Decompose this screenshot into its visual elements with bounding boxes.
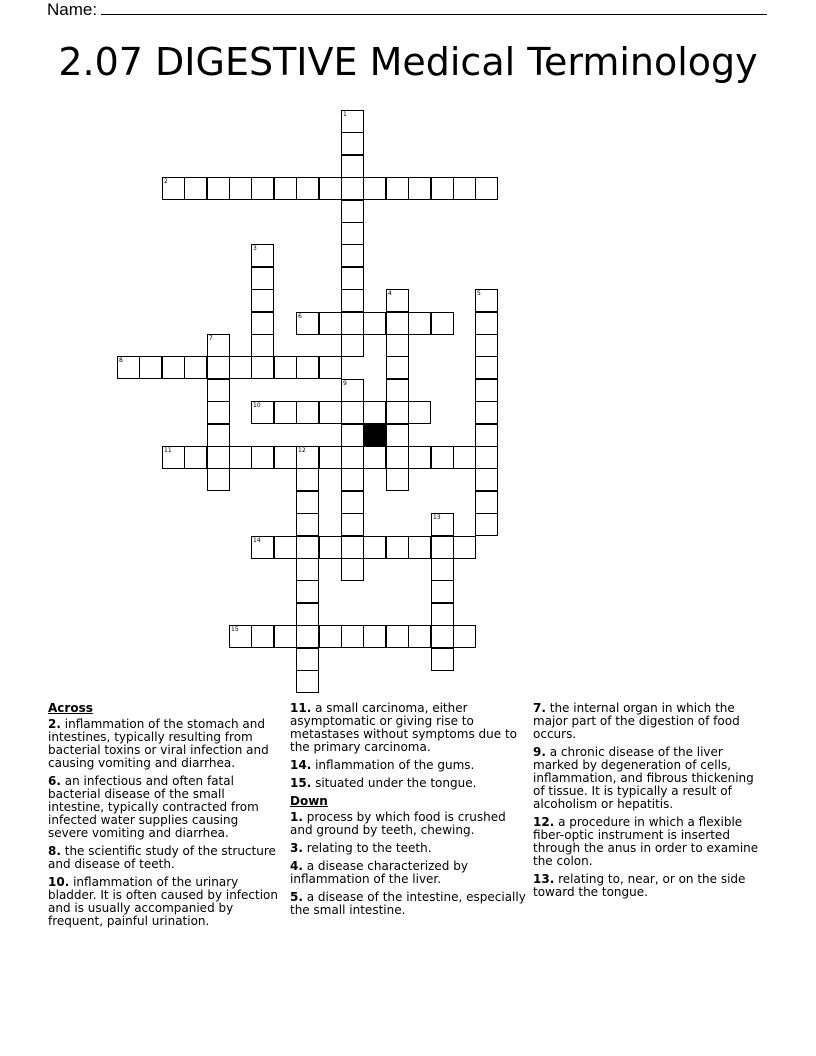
grid-cell[interactable] <box>162 446 185 469</box>
name-label: Name: <box>47 0 98 19</box>
grid-cell[interactable] <box>431 625 454 648</box>
grid-cell[interactable] <box>207 401 230 424</box>
grid-cell[interactable] <box>229 446 252 469</box>
grid-cell[interactable] <box>475 513 498 536</box>
grid-cell[interactable] <box>475 401 498 424</box>
grid-cell[interactable] <box>408 401 431 424</box>
clue-number: 9 <box>343 380 347 387</box>
grid-cell[interactable] <box>296 648 319 671</box>
grid-cell[interactable] <box>431 536 454 559</box>
down-clue-5: 5. a disease of the intestine, especially the small intestine. <box>290 890 526 917</box>
down-clue-1: 1. process by which food is crushed and ground by teeth, chewing. <box>290 810 506 837</box>
grid-cell[interactable] <box>341 468 364 491</box>
grid-cell[interactable] <box>341 110 364 133</box>
grid-cell[interactable] <box>363 446 386 469</box>
across-clue-8: 8. the scientific study of the structure and disease of teeth. <box>48 844 276 871</box>
grid-cell[interactable] <box>341 267 364 290</box>
grid-cell[interactable] <box>296 513 319 536</box>
grid-cell[interactable] <box>431 446 454 469</box>
grid-cell[interactable] <box>341 312 364 335</box>
clue-number: 2 <box>164 178 168 185</box>
grid-cell[interactable] <box>319 356 342 379</box>
grid-cell[interactable] <box>251 356 274 379</box>
grid-cell[interactable] <box>475 334 498 357</box>
grid-cell[interactable] <box>363 625 386 648</box>
grid-cell[interactable] <box>207 334 230 357</box>
grid-cell[interactable] <box>296 670 319 693</box>
clue-number: 14 <box>253 537 261 544</box>
grid-cell[interactable] <box>251 536 274 559</box>
grid-cell[interactable] <box>341 177 364 200</box>
grid-cell[interactable] <box>453 536 476 559</box>
grid-cell[interactable] <box>386 312 409 335</box>
across-clue-14: 14. inflammation of the gums. <box>290 758 475 772</box>
grid-cell[interactable] <box>408 312 431 335</box>
grid-cell[interactable] <box>475 356 498 379</box>
grid-cell[interactable] <box>431 558 454 581</box>
grid-cell[interactable] <box>296 468 319 491</box>
grid-cell[interactable] <box>408 177 431 200</box>
grid-cell[interactable] <box>341 401 364 424</box>
grid-cell[interactable] <box>319 625 342 648</box>
grid-cell[interactable] <box>341 155 364 178</box>
grid-cell[interactable] <box>207 446 230 469</box>
grid-cell[interactable] <box>431 648 454 671</box>
down-clue-13: 13. relating to, near, or on the side toward the tongue. <box>533 872 746 899</box>
grid-cell[interactable] <box>453 446 476 469</box>
across-clue-2: 2. inflammation of the stomach and intestines, typically resulting from bacterial toxins or viral infection and causing vomiting and diarrhea. <box>48 717 269 770</box>
grid-cell[interactable] <box>296 491 319 514</box>
grid-cell[interactable] <box>386 536 409 559</box>
across-clue-11: 11. a small carcinoma, either asymptomatic or giving rise to metastases without symptoms due to the primary carcinoma. <box>290 701 517 754</box>
grid-cell[interactable] <box>363 536 386 559</box>
grid-cell[interactable] <box>431 603 454 626</box>
grid-cell[interactable] <box>341 200 364 223</box>
grid-cell[interactable] <box>296 356 319 379</box>
clue-number: 11 <box>164 447 172 454</box>
across-clue-6: 6. an infectious and often fatal bacterial disease of the small intestine, typically contracted from infected water supplies causing severe vomiting and diarrhea. <box>48 774 259 840</box>
grid-cell[interactable] <box>296 401 319 424</box>
grid-cell[interactable] <box>386 625 409 648</box>
grid-cell[interactable] <box>296 603 319 626</box>
grid-cell[interactable] <box>296 558 319 581</box>
grid-cell[interactable] <box>319 401 342 424</box>
grid-cell[interactable] <box>408 625 431 648</box>
grid-cell[interactable] <box>386 468 409 491</box>
clue-number: 15 <box>231 626 239 633</box>
grid-cell[interactable] <box>386 446 409 469</box>
grid-cell[interactable] <box>431 580 454 603</box>
grid-cell[interactable] <box>475 312 498 335</box>
grid-cell[interactable] <box>319 177 342 200</box>
grid-cell[interactable] <box>453 177 476 200</box>
grid-cell[interactable] <box>229 356 252 379</box>
grid-cell[interactable] <box>475 379 498 402</box>
down-clue-12: 12. a procedure in which a flexible fiber-optic instrument is inserted through the anus in order to examine the colon. <box>533 815 759 868</box>
grid-cell[interactable] <box>251 289 274 312</box>
grid-cell[interactable] <box>207 424 230 447</box>
grid-cell[interactable] <box>207 379 230 402</box>
grid-cell[interactable] <box>251 177 274 200</box>
grid-cell[interactable] <box>251 334 274 357</box>
grid-cell[interactable] <box>251 401 274 424</box>
grid-cell[interactable] <box>184 446 207 469</box>
grid-cell[interactable] <box>274 625 297 648</box>
grid-cell[interactable] <box>363 401 386 424</box>
grid-cell[interactable] <box>475 424 498 447</box>
grid-cell[interactable] <box>475 289 498 312</box>
grid-cell[interactable] <box>274 446 297 469</box>
down-clue-9: 9. a chronic disease of the liver marked by degeneration of cells, inflammation, and fibrous thickening of tissue. It is typically a result of alcoholism or hepatitis. <box>533 745 754 811</box>
grid-cell[interactable] <box>386 289 409 312</box>
grid-cell[interactable] <box>274 356 297 379</box>
grid-cell[interactable] <box>296 446 319 469</box>
grid-cell[interactable] <box>475 491 498 514</box>
down-clue-4: 4. a disease characterized by inflammation of the liver. <box>290 859 468 886</box>
grid-cell[interactable] <box>475 177 498 200</box>
grid-cell[interactable] <box>341 513 364 536</box>
clue-number: 5 <box>477 290 481 297</box>
grid-cell[interactable] <box>207 356 230 379</box>
clue-number: 10 <box>253 402 261 409</box>
grid-cell[interactable] <box>341 334 364 357</box>
grid-cell[interactable] <box>274 177 297 200</box>
grid-cell[interactable] <box>184 356 207 379</box>
grid-cell[interactable] <box>386 424 409 447</box>
grid-cell[interactable] <box>431 312 454 335</box>
grid-cell[interactable] <box>341 244 364 267</box>
grid-cell[interactable] <box>139 356 162 379</box>
grid-cell[interactable] <box>475 468 498 491</box>
down-clue-7: 7. the internal organ in which the major part of the digestion of food occurs. <box>533 701 740 741</box>
grid-cell[interactable] <box>431 513 454 536</box>
grid-cell[interactable] <box>207 468 230 491</box>
clue-number: 4 <box>388 290 392 297</box>
page-title: 2.07 DIGESTIVE Medical Terminology <box>58 40 758 84</box>
grid-cell[interactable] <box>229 177 252 200</box>
grid-cell[interactable] <box>251 446 274 469</box>
clue-number: 8 <box>119 357 123 364</box>
grid-cell[interactable] <box>386 334 409 357</box>
grid-cell[interactable] <box>296 177 319 200</box>
clue-number: 3 <box>253 245 257 252</box>
grid-cell[interactable] <box>341 558 364 581</box>
grid-cell[interactable] <box>341 424 364 447</box>
grid-cell[interactable] <box>251 312 274 335</box>
grid-cell[interactable] <box>162 177 185 200</box>
grid-cell[interactable] <box>251 244 274 267</box>
grid-cell[interactable] <box>296 625 319 648</box>
grid-cell[interactable] <box>386 356 409 379</box>
down-heading: Down <box>290 794 328 808</box>
grid-cell[interactable] <box>386 401 409 424</box>
grid-cell[interactable] <box>341 446 364 469</box>
grid-cell[interactable] <box>274 401 297 424</box>
across-clue-15: 15. situated under the tongue. <box>290 776 477 790</box>
black-cell <box>363 424 386 447</box>
grid-cell[interactable] <box>341 625 364 648</box>
clue-number: 1 <box>343 111 347 118</box>
grid-cell[interactable] <box>229 625 252 648</box>
grid-cell[interactable] <box>341 132 364 155</box>
grid-cell[interactable] <box>431 177 454 200</box>
grid-cell[interactable] <box>341 222 364 245</box>
grid-cell[interactable] <box>162 356 185 379</box>
grid-cell[interactable] <box>408 536 431 559</box>
grid-cell[interactable] <box>207 177 230 200</box>
grid-cell[interactable] <box>251 625 274 648</box>
clue-number: 12 <box>298 447 306 454</box>
grid-cell[interactable] <box>475 446 498 469</box>
grid-cell[interactable] <box>319 536 342 559</box>
grid-cell[interactable] <box>184 177 207 200</box>
grid-cell[interactable] <box>341 536 364 559</box>
clues-column-2 <box>290 702 526 922</box>
down-clue-3: 3. relating to the teeth. <box>290 841 432 855</box>
grid-cell[interactable] <box>296 312 319 335</box>
grid-cell[interactable] <box>117 356 140 379</box>
grid-cell[interactable] <box>386 177 409 200</box>
grid-cell[interactable] <box>296 536 319 559</box>
grid-cell[interactable] <box>251 267 274 290</box>
grid-cell[interactable] <box>363 177 386 200</box>
grid-cell[interactable] <box>341 289 364 312</box>
grid-cell[interactable] <box>319 312 342 335</box>
clue-number: 7 <box>209 335 213 342</box>
grid-cell[interactable] <box>453 625 476 648</box>
clue-number: 13 <box>433 514 441 521</box>
across-clue-10: 10. inflammation of the urinary bladder. It is often caused by infection and is usually accompanied by frequent, painful urination. <box>48 875 278 928</box>
clues-column-3 <box>533 702 769 904</box>
grid-cell[interactable] <box>341 491 364 514</box>
grid-cell[interactable] <box>274 536 297 559</box>
grid-cell[interactable] <box>386 379 409 402</box>
grid-cell[interactable] <box>408 446 431 469</box>
clue-number: 6 <box>298 313 302 320</box>
grid-cell[interactable] <box>296 580 319 603</box>
grid-cell[interactable] <box>319 446 342 469</box>
grid-cell[interactable] <box>363 312 386 335</box>
grid-cell[interactable] <box>341 379 364 402</box>
clues-column-1 <box>48 702 280 933</box>
across-heading: Across <box>48 701 93 715</box>
